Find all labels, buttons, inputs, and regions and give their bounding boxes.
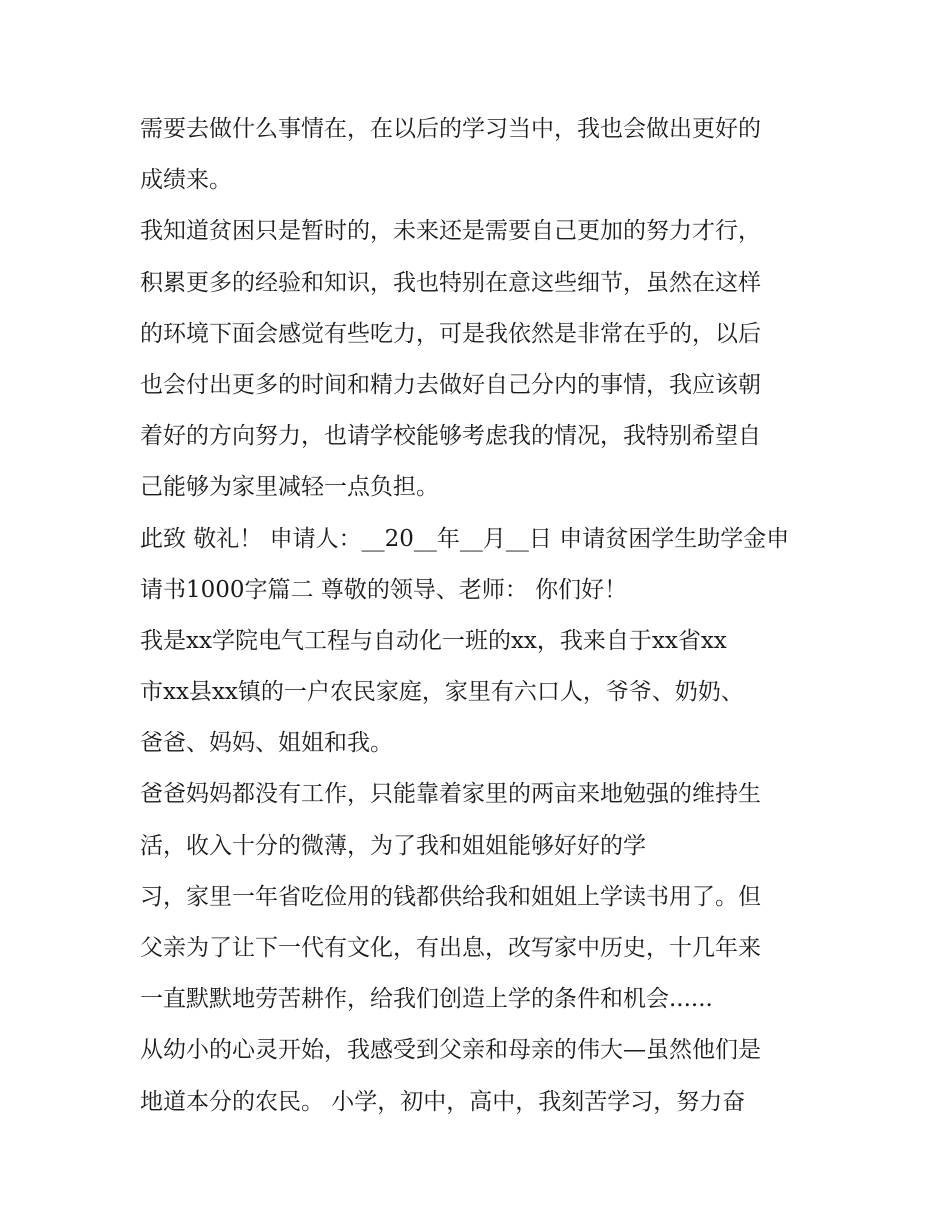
text-line: 习，家里一年省吃俭用的钱都供给我和姐姐上学读书用了。但 <box>140 883 761 910</box>
text-line: 也会付出更多的时间和精力去做好自己分内的事情，我应该朝 <box>140 371 761 398</box>
text-line: 从幼小的心灵开始，我感受到父亲和母亲的伟大—虽然他们是 <box>140 1037 761 1064</box>
text-line: 我是xx学院电气工程与自动化一班的xx，我来自于xx省xx <box>140 627 727 654</box>
text-line: 地道本分的农民。 小学，初中，高中，我刻苦学习，努力奋 <box>140 1088 746 1115</box>
text-line: 需要去做什么事情在，在以后的学习当中，我也会做出更好的 <box>140 116 761 142</box>
text-line: 市xx县xx镇的一户农民家庭，家里有六口人，爷爷、奶奶、 <box>140 679 744 706</box>
document-body <box>140 104 830 1128</box>
text-line: 爸爸、妈妈、姐姐和我。 <box>140 730 393 757</box>
text-line: 此致 敬礼！ 申请人：__20__年__月__日 申请贫困学生助学金申 <box>140 525 790 552</box>
text-line: 我知道贫困只是暂时的，未来还是需要自己更加的努力才行， <box>140 218 761 245</box>
text-line: 爸爸妈妈都没有工作，只能靠着家里的两亩来地勉强的维持生 <box>140 781 761 808</box>
text-line: 成绩来。 <box>140 167 232 194</box>
text-line: 一直默默地劳苦耕作，给我们创造上学的条件和机会...... <box>140 986 713 1013</box>
text-line: 积累更多的经验和知识，我也特别在意这些细节，虽然在这样 <box>140 269 761 296</box>
text-line: 的环境下面会感觉有些吃力，可是我依然是非常在乎的，以后 <box>140 320 761 347</box>
text-line: 己能够为家里减轻一点负担。 <box>140 474 439 501</box>
text-line: 父亲为了让下一代有文化，有出息，改写家中历史，十几年来 <box>140 935 761 961</box>
text-line: 着好的方向努力，也请学校能够考虑我的情况，我特别希望自 <box>140 423 761 450</box>
text-line: 活，收入十分的微薄，为了我和姐姐能够好好的学 <box>140 832 646 859</box>
text-line: 请书1000字篇二 尊敬的领导、老师： 你们好！ <box>140 576 628 603</box>
